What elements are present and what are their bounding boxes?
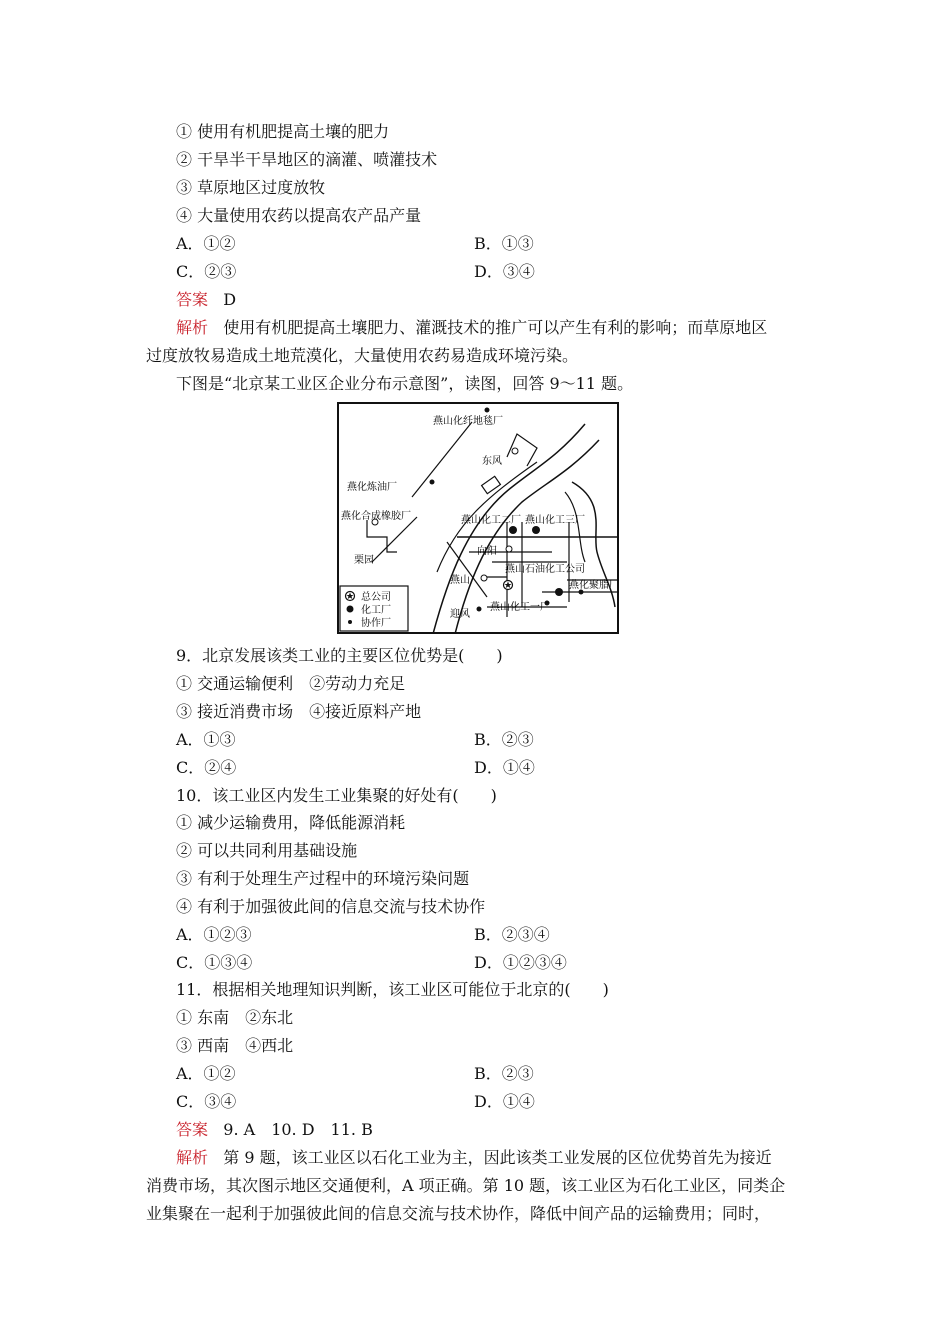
q8-choice-c: C．②③ xyxy=(176,262,237,281)
q11-stem: 11．根据相关地理知识判断，该工业区可能位于北京的( ) xyxy=(176,980,609,999)
label-juzhi: 燕化聚脂厂 xyxy=(569,580,619,591)
label-xiangjiao: 燕化合成橡胶厂 xyxy=(341,511,411,522)
map-intro: 下图是“北京某工业区企业分布示意图”，读图，回答 9～11 题。 xyxy=(176,374,634,393)
q8-answer xyxy=(176,290,236,310)
label-shiyou: 燕山石油化工公司 xyxy=(505,564,585,575)
q9-options-2: ③ 接近消费市场 ④接近原料产地 xyxy=(176,702,422,721)
q8-choice-b: B．①③ xyxy=(474,234,534,253)
q10-choice-d: D．①②③④ xyxy=(474,953,567,972)
label-yingfeng: 迎风 xyxy=(450,609,470,620)
label-huagong2: 燕山化工二厂 xyxy=(461,515,521,526)
final-analysis xyxy=(176,1148,772,1168)
label-dongfeng: 东风 xyxy=(482,456,502,467)
q10-choice-b: B．②③④ xyxy=(474,925,550,944)
legend-partner: 协作厂 xyxy=(361,618,391,629)
label-huagong3: 燕山化工三厂 xyxy=(525,515,585,526)
q9-choice-a: A．①③ xyxy=(176,730,236,749)
q10-stem: 10．该工业区内发生工业集聚的好处有( ) xyxy=(176,786,497,805)
q10-choice-c: C．①③④ xyxy=(176,953,253,972)
analysis-text: 第 9 题，该工业区以石化工业为主，因此该类工业发展的区位优势首先为接近 xyxy=(223,1148,772,1167)
q8-analysis xyxy=(176,318,767,338)
q10-option-4: ④ 有利于加强彼此间的信息交流与技术协作 xyxy=(176,897,486,916)
label-xianwei: 燕山化纤地毯厂 xyxy=(433,416,503,427)
answer-value: 9. A 10. D 11. B xyxy=(223,1120,373,1139)
label-liyuan: 栗园 xyxy=(354,555,374,566)
analysis-label: 解析 xyxy=(176,318,209,337)
q8-option-3: ③ 草原地区过度放牧 xyxy=(176,178,326,197)
final-analysis-cont-1: 消费市场，其次图示地区交通便利，A 项正确。第 10 题，该工业区为石化工业区，同类企 xyxy=(146,1176,786,1195)
label-lianyou: 燕化炼油厂 xyxy=(347,482,397,493)
q11-choice-d: D．①④ xyxy=(474,1092,535,1111)
label-huagong1: 燕山化工一厂 xyxy=(490,602,550,613)
q8-choice-d: D．③④ xyxy=(474,262,535,281)
q11-choice-a: A．①② xyxy=(176,1064,236,1083)
q9-options-1: ① 交通运输便利 ②劳动力充足 xyxy=(176,674,406,693)
final-answer xyxy=(176,1120,373,1140)
q9-choice-d: D．①④ xyxy=(474,758,535,777)
legend-hq: 总公司 xyxy=(361,592,391,603)
label-yanshan: 燕山 xyxy=(450,575,470,586)
legend-chemical: 化工厂 xyxy=(361,605,391,616)
label-xiangyang: 向阳 xyxy=(477,546,497,557)
q11-options-2: ③ 西南 ④西北 xyxy=(176,1036,294,1055)
q10-option-1: ① 减少运输费用，降低能源消耗 xyxy=(176,813,406,832)
analysis-text: 使用有机肥提高土壤肥力、灌溉技术的推广可以产生有利的影响；而草原地区 xyxy=(223,318,768,337)
q8-choice-a: A．①② xyxy=(176,234,236,253)
q8-option-4: ④ 大量使用农药以提高农产品产量 xyxy=(176,206,422,225)
q8-option-1: ① 使用有机肥提高土壤的肥力 xyxy=(176,122,390,141)
q8-option-2: ② 干旱半干旱地区的滴灌、喷灌技术 xyxy=(176,150,438,169)
q8-analysis-cont: 过度放牧易造成土地荒漠化，大量使用农药易造成环境污染。 xyxy=(146,346,579,365)
q9-choice-c: C．②④ xyxy=(176,758,237,777)
analysis-label: 解析 xyxy=(176,1148,209,1167)
q11-choice-c: C．③④ xyxy=(176,1092,237,1111)
q10-option-3: ③ 有利于处理生产过程中的环境污染问题 xyxy=(176,869,470,888)
q9-choice-b: B．②③ xyxy=(474,730,534,749)
answer-label: 答案 xyxy=(176,290,209,309)
q10-option-2: ② 可以共同利用基础设施 xyxy=(176,841,358,860)
q11-options-1: ① 东南 ②东北 xyxy=(176,1008,294,1027)
industrial-zone-map xyxy=(337,402,619,634)
q9-stem: 9．北京发展该类工业的主要区位优势是( ) xyxy=(176,646,503,665)
q11-choice-b: B．②③ xyxy=(474,1064,534,1083)
answer-label: 答案 xyxy=(176,1120,209,1139)
final-analysis-cont-2: 业集聚在一起利于加强彼此间的信息交流与技术协作，降低中间产品的运输费用；同时， xyxy=(146,1204,771,1223)
answer-value: D xyxy=(223,290,237,309)
q10-choice-a: A．①②③ xyxy=(176,925,252,944)
